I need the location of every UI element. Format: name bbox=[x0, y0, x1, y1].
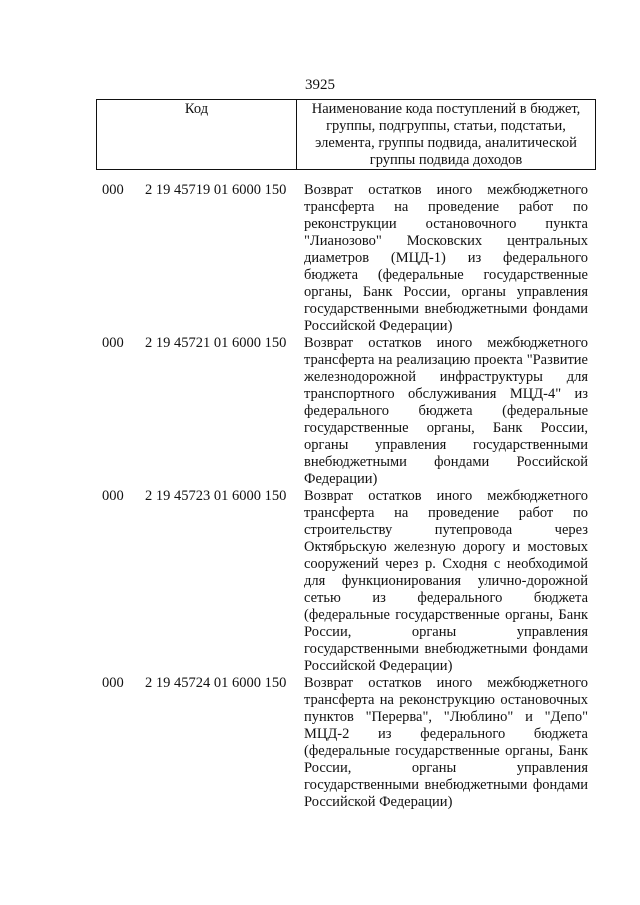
description-line: сооружений через р. Сходня с необходимой bbox=[304, 556, 588, 572]
description-line: бюджета (федеральные государственные bbox=[304, 267, 588, 283]
description-line: Возврат остатков иного межбюджетного bbox=[304, 182, 588, 198]
description-line: Возврат остатков иного межбюджетного bbox=[304, 675, 588, 691]
description-line: реконструкции остановочного пункта bbox=[304, 216, 588, 232]
row-description bbox=[304, 335, 588, 488]
description-line: Октябрьскую железную дорогу и мостовых bbox=[304, 539, 588, 555]
row-code: 2 19 45719 01 6000 150 bbox=[145, 182, 287, 198]
description-line: государственные органы, Банк России, bbox=[304, 420, 588, 436]
description-line: органы управления государственными bbox=[304, 437, 588, 453]
description-line: железнодорожной инфраструктуры для bbox=[304, 369, 588, 385]
description-line: Возврат остатков иного межбюджетного bbox=[304, 335, 588, 351]
description-line: органы, Банк России, органы управления bbox=[304, 284, 588, 300]
description-line: федерального бюджета (федеральные bbox=[304, 403, 588, 419]
description-line: Российской Федерации) bbox=[304, 794, 453, 810]
row-prefix: 000 bbox=[102, 488, 124, 504]
header-name-cell: Наименование кода поступлений в бюджет, группы, подгруппы, статьи, подстатьи, элемента, группы подвида, аналитической группы подвида доходов bbox=[297, 100, 596, 170]
description-line: Российской Федерации) bbox=[304, 318, 453, 334]
page-number: 3925 bbox=[305, 77, 335, 93]
description-line: (федеральные государственные органы, Банк bbox=[304, 743, 588, 759]
row-description bbox=[304, 488, 588, 675]
row-description bbox=[304, 675, 588, 811]
row-code: 2 19 45724 01 6000 150 bbox=[145, 675, 287, 691]
description-line: государственными внебюджетными фондами bbox=[304, 301, 588, 317]
description-line: Возврат остатков иного межбюджетного bbox=[304, 488, 588, 504]
header-table bbox=[96, 99, 596, 170]
description-line: государственными внебюджетными фондами bbox=[304, 641, 588, 657]
description-line: сетью из федерального бюджета bbox=[304, 590, 588, 606]
description-line: трансферта на проведение работ по bbox=[304, 199, 588, 215]
description-line: трансферта на проведение работ по bbox=[304, 505, 588, 521]
description-line: России, органы управления bbox=[304, 760, 588, 776]
codes-list bbox=[0, 182, 640, 811]
description-line: трансферта на реконструкцию остановочных bbox=[304, 692, 588, 708]
description-line: МЦД-2 из федерального бюджета bbox=[304, 726, 588, 742]
row-code: 2 19 45723 01 6000 150 bbox=[145, 488, 287, 504]
row-prefix: 000 bbox=[102, 182, 124, 198]
table-row bbox=[0, 488, 640, 675]
description-line: государственными внебюджетными фондами bbox=[304, 777, 588, 793]
description-line: трансферта на реализацию проекта "Развитие bbox=[304, 352, 588, 368]
description-line: диаметров (МЦД-1) из федерального bbox=[304, 250, 588, 266]
description-line: Российской Федерации) bbox=[304, 658, 453, 674]
description-line: (федеральные государственные органы, Банк bbox=[304, 607, 588, 623]
row-description bbox=[304, 182, 588, 335]
description-line: для функционирования улично-дорожной bbox=[304, 573, 588, 589]
description-line: Федерации) bbox=[304, 471, 378, 487]
description-line: внебюджетными фондами Российской bbox=[304, 454, 588, 470]
description-line: России, органы управления bbox=[304, 624, 588, 640]
row-prefix: 000 bbox=[102, 335, 124, 351]
table-row bbox=[0, 675, 640, 811]
table-row bbox=[0, 182, 640, 335]
description-line: пунктов "Перерва", "Люблино" и "Депо" bbox=[304, 709, 588, 725]
header-code-cell: Код bbox=[97, 100, 297, 170]
row-code: 2 19 45721 01 6000 150 bbox=[145, 335, 287, 351]
description-line: транспортного обслуживания МЦД-4" из bbox=[304, 386, 588, 402]
description-line: "Лианозово" Московских центральных bbox=[304, 233, 588, 249]
table-row bbox=[0, 335, 640, 488]
row-prefix: 000 bbox=[102, 675, 124, 691]
description-line: строительству путепровода через bbox=[304, 522, 588, 538]
header-row bbox=[97, 100, 596, 170]
